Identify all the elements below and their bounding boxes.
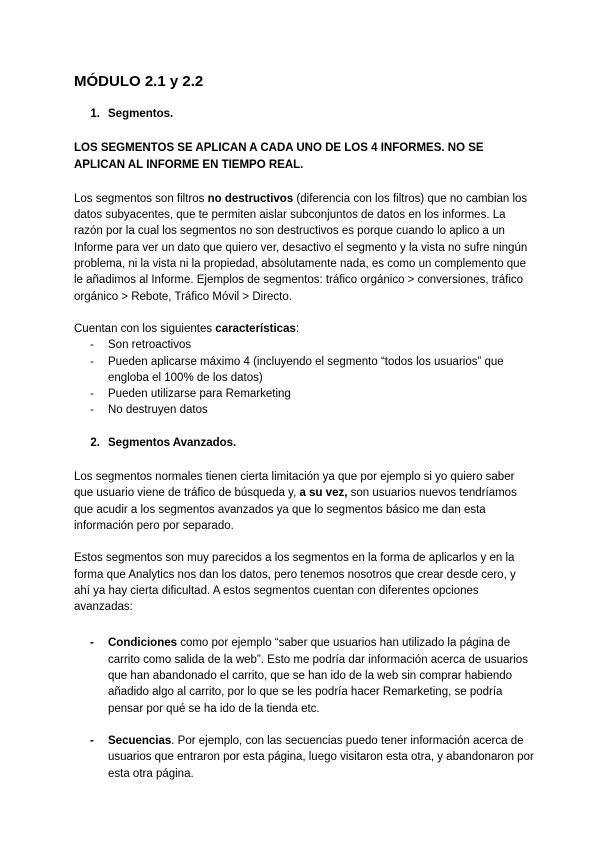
dash-bullet: - xyxy=(90,734,94,747)
section-1-title: Segmentos. xyxy=(108,108,174,120)
list-item xyxy=(74,635,534,716)
text-run: Los segmentos son filtros xyxy=(74,192,208,205)
bold-run: Condiciones xyxy=(108,637,178,650)
segments-definition xyxy=(74,191,534,305)
bold-run: a su vez, xyxy=(299,487,348,500)
list-item xyxy=(74,733,534,782)
text-run: (diferencia con los filtros) que no cambian los datos subyacentes, que te permiten aislar subconjuntos de datos en los informes. La razón por la cual los segmentos no son destructivos es porque cuando lo aplico a un Informe para ver un dato que quiero ver, desactivo el segmento y la vista no sufre ningún problema, ni la vista ni la propiedad, absolutamente nada, es como un complemento que le añadimos al Informe. Ejemplos de segmentos: tráfico orgánico > conversiones, tráfico orgánico > Rebote, Tráfico Móvil > Directo. xyxy=(74,192,528,303)
segments-note: LOS SEGMENTOS SE APLICAN A CADA UNO DE LOS 4 INFORMES. NO SE APLICAN AL INFORME EN TIEMPO REAL. xyxy=(74,142,484,171)
list-item xyxy=(74,337,534,353)
list-item-text: Pueden aplicarse máximo 4 (incluyendo el segmento “todos los usuarios” que engloba el 100% de los datos) xyxy=(108,355,504,384)
dash-bullet: - xyxy=(90,637,94,650)
dash-bullet: - xyxy=(90,388,94,401)
bold-run: no destructivos xyxy=(207,192,294,205)
list-item-text: Pueden utilizarse para Remarketing xyxy=(108,388,291,401)
text-run: Cuentan con los siguientes xyxy=(74,322,216,335)
list-item xyxy=(74,354,534,387)
text-run: como por ejemplo “saber que usuarios han utilizado la página de carrito como salida de la web”. Esto me podría dar información acerca de usuarios que han abandonado el carrito, que se han ido de la web sin comprar habiendo añadido algo al carrito, por lo que se les podría hacer Remarketing, se podría pensar por qué se ha ido de la tienda etc. xyxy=(108,637,528,715)
bold-run: características xyxy=(215,322,296,335)
document-body xyxy=(74,72,534,798)
characteristics-list xyxy=(74,337,534,418)
section-1-number: 1. xyxy=(90,108,100,120)
text-run: Los segmentos normales tienen cierta limitación ya que por ejemplo si yo quiero saber que usuario viene de tráfico de búsqueda y, xyxy=(74,471,515,500)
list-item-text xyxy=(108,635,534,716)
list-item xyxy=(74,402,534,418)
section-1-heading xyxy=(74,106,534,122)
text-run: : xyxy=(295,322,300,335)
list-item-text: No destruyen datos xyxy=(108,404,208,417)
text-run: . Por ejemplo, con las secuencias puedo tener información acerca de usuarios que entraron por esta página, luego visitaron esta otra, y abandonaron por esta otra página. xyxy=(108,734,534,780)
dash-bullet: - xyxy=(90,355,94,368)
dash-bullet: - xyxy=(90,339,94,352)
list-item-text xyxy=(108,733,534,782)
document-title: MÓDULO 2.1 y 2.2 xyxy=(74,73,204,90)
advanced-options-list xyxy=(74,635,534,781)
bold-run: Secuencias xyxy=(108,734,172,747)
section-2-number: 2. xyxy=(90,436,100,449)
section-2-title: Segmentos Avanzados. xyxy=(108,436,237,449)
section-2-heading xyxy=(74,435,534,451)
dash-bullet: - xyxy=(90,404,94,417)
text-run: son usuarios nuevos tendríamos que acudir a los segmentos avanzados ya que lo segmentos básico me dan esta información pero por separado. xyxy=(74,487,517,532)
advanced-segments-options-intro: Estos segmentos son muy parecidos a los segmentos en la forma de aplicarlos y en la forma que Analytics nos dan los datos, pero tenemos nosotros que crear desde cero, y ahí ya hay cierta dificultad. A estos segmentos cuentan con diferentes opciones avanzadas: xyxy=(74,552,516,614)
list-item xyxy=(74,386,534,402)
characteristics-intro xyxy=(74,321,534,337)
advanced-segments-intro xyxy=(74,469,534,534)
list-item-text: Son retroactivos xyxy=(108,339,192,352)
